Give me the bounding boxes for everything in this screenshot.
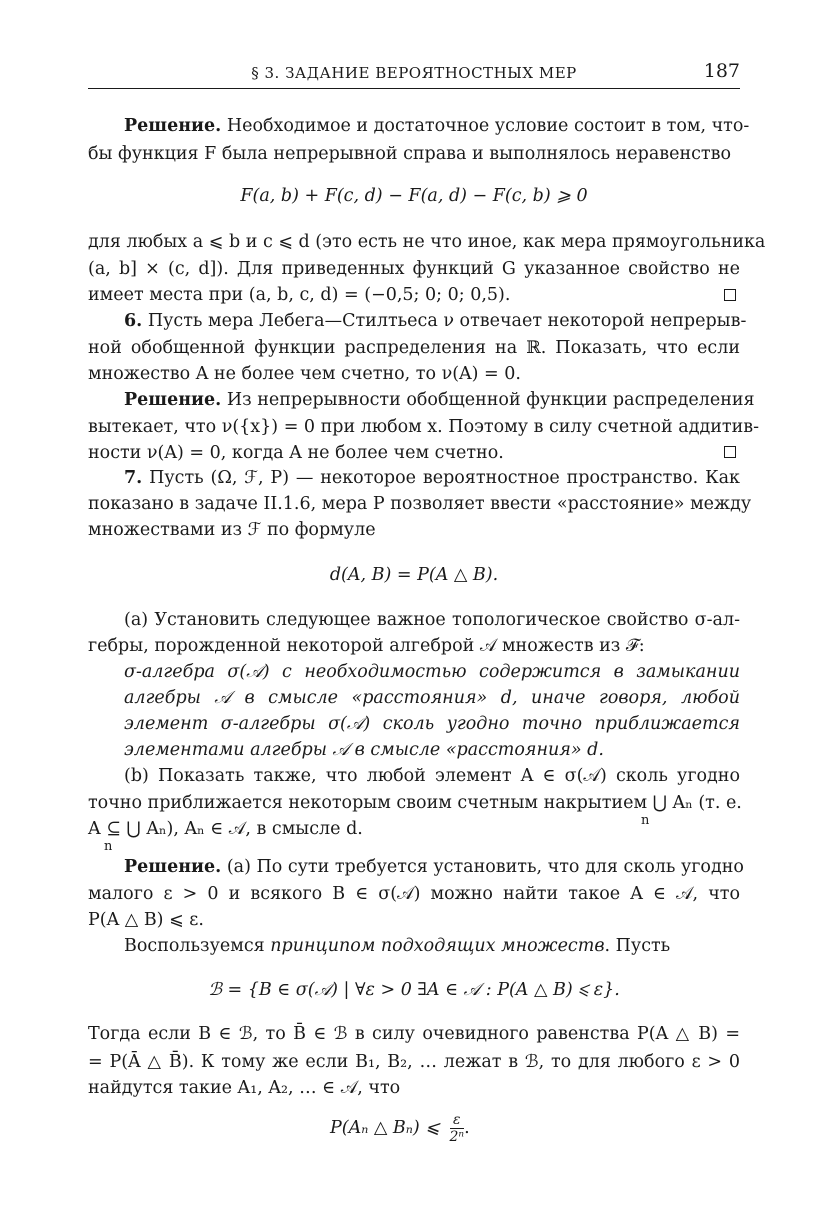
header-rule — [88, 88, 740, 89]
text-line: P(A △ B) ⩽ ε. — [88, 910, 204, 930]
fraction: $\frac{\varepsilon}{\text{2ⁿ}}$ — [449, 1112, 465, 1145]
page-number: 187 — [703, 60, 740, 82]
formula: d(A, B) = P(A △ B). — [329, 565, 499, 585]
text-line: точно приближается некоторым своим счетным накрытием ⋃ Aₙ (т. е. — [88, 793, 742, 813]
union-subscript: n — [104, 839, 113, 854]
text-line: множествами из ℱ по формуле — [88, 520, 376, 540]
text-line: 6. Пусть мера Лебега—Стилтьеса ν отвечает некоторой непрерыв- — [124, 311, 747, 331]
formula: P(Aₙ △ Bₙ) ⩽ $\frac{\varepsilon}{\text{2ⁿ}}$ . — [330, 1112, 470, 1145]
text-line: Решение. Необходимое и достаточное условие состоит в том, что- — [124, 116, 750, 136]
solution-label: Решение. — [124, 857, 222, 877]
text-line: 7. Пусть (Ω, ℱ, P) — некоторое вероятностное пространство. Как — [124, 468, 740, 488]
qed-square — [724, 289, 736, 301]
text-line: (a) Установить следующее важное топологическое свойство σ-ал- — [124, 610, 740, 630]
qed-square — [724, 446, 736, 458]
text-line: найдутся такие A₁, A₂, … ∈ 𝒜, что — [88, 1078, 401, 1098]
text-line: (b) Показать также, что любой элемент A ∈ σ(𝒜) сколь угодно — [124, 766, 740, 786]
section-title: § 3. ЗАДАНИЕ ВЕРОЯТНОСТНЫХ МЕР — [251, 64, 577, 82]
solution-label: Решение. — [124, 116, 222, 136]
formula: ℬ = {B ∈ σ(𝒜) | ∀ε > 0 ∃A ∈ 𝒜 : P(A △ B) ⩽ ε}. — [208, 980, 620, 1000]
text-line: ности ν(A) = 0, когда A не более чем счетно. — [88, 443, 504, 463]
running-header — [88, 60, 740, 90]
problem-number: 7. — [124, 468, 143, 488]
text-line: имеет места при (a, b, c, d) = (−0,5; 0; 0; 0,5). — [88, 285, 511, 305]
theorem-line: элементами алгебры 𝒜 в смысле «расстояния» d. — [124, 740, 604, 760]
text-line: показано в задаче II.1.6, мера P позволяет ввести «расстояние» между — [88, 494, 752, 514]
text-line: малого ε > 0 и всякого B ∈ σ(𝒜) можно найти такое A ∈ 𝒜, что — [88, 884, 740, 904]
solution-label: Решение. — [124, 390, 222, 410]
formula: F(a, b) + F(c, d) − F(a, d) − F(c, b) ⩾ 0 — [240, 186, 588, 206]
text-line: Решение. Из непрерывности обобщенной функции распределения — [124, 390, 755, 410]
text-line: Тогда если B ∈ ℬ, то B̄ ∈ ℬ в силу очевидного равенства P(A △ B) = — [88, 1024, 740, 1044]
union-subscript: n — [641, 813, 650, 828]
text-line: множество A не более чем счетно, то ν(A) = 0. — [88, 364, 521, 384]
text-line: ной обобщенной функции распределения на ℝ. Показать, что если — [88, 338, 740, 358]
text-line: (a, b] × (c, d]). Для приведенных функций G указанное свойство не — [88, 259, 740, 279]
text-line: для любых a ⩽ b и c ⩽ d (это есть не что иное, как мера прямоугольника — [88, 232, 766, 252]
text-line: = P(Ā △ B̄). К тому же если B₁, B₂, … лежат в ℬ, то для любого ε > 0 — [88, 1052, 740, 1072]
text-line: Воспользуемся принципом подходящих множеств. Пусть — [124, 936, 671, 956]
theorem-line: алгебры 𝒜 в смысле «расстояния» d, иначе говоря, любой — [124, 688, 740, 708]
principle-term: принципом подходящих множеств — [270, 936, 605, 956]
text-line: гебры, порожденной некоторой алгеброй 𝒜 множеств из ℱ: — [88, 636, 645, 656]
text-line: A ⊆ ⋃ Aₙ), Aₙ ∈ 𝒜, в смысле d. — [88, 819, 363, 839]
text-line: вытекает, что ν({x}) = 0 при любом x. Поэтому в силу счетной аддитив- — [88, 417, 760, 437]
text-line: Решение. (a) По сути требуется установить, что для сколь угодно — [124, 857, 744, 877]
theorem-line: σ-алгебра σ(𝒜) с необходимостью содержится в замыкании — [124, 662, 740, 682]
text-line: бы функция F была непрерывной справа и выполнялось неравенство — [88, 144, 731, 164]
theorem-line: элемент σ-алгебры σ(𝒜) сколь угодно точно приближается — [124, 714, 740, 734]
problem-number: 6. — [124, 311, 143, 331]
